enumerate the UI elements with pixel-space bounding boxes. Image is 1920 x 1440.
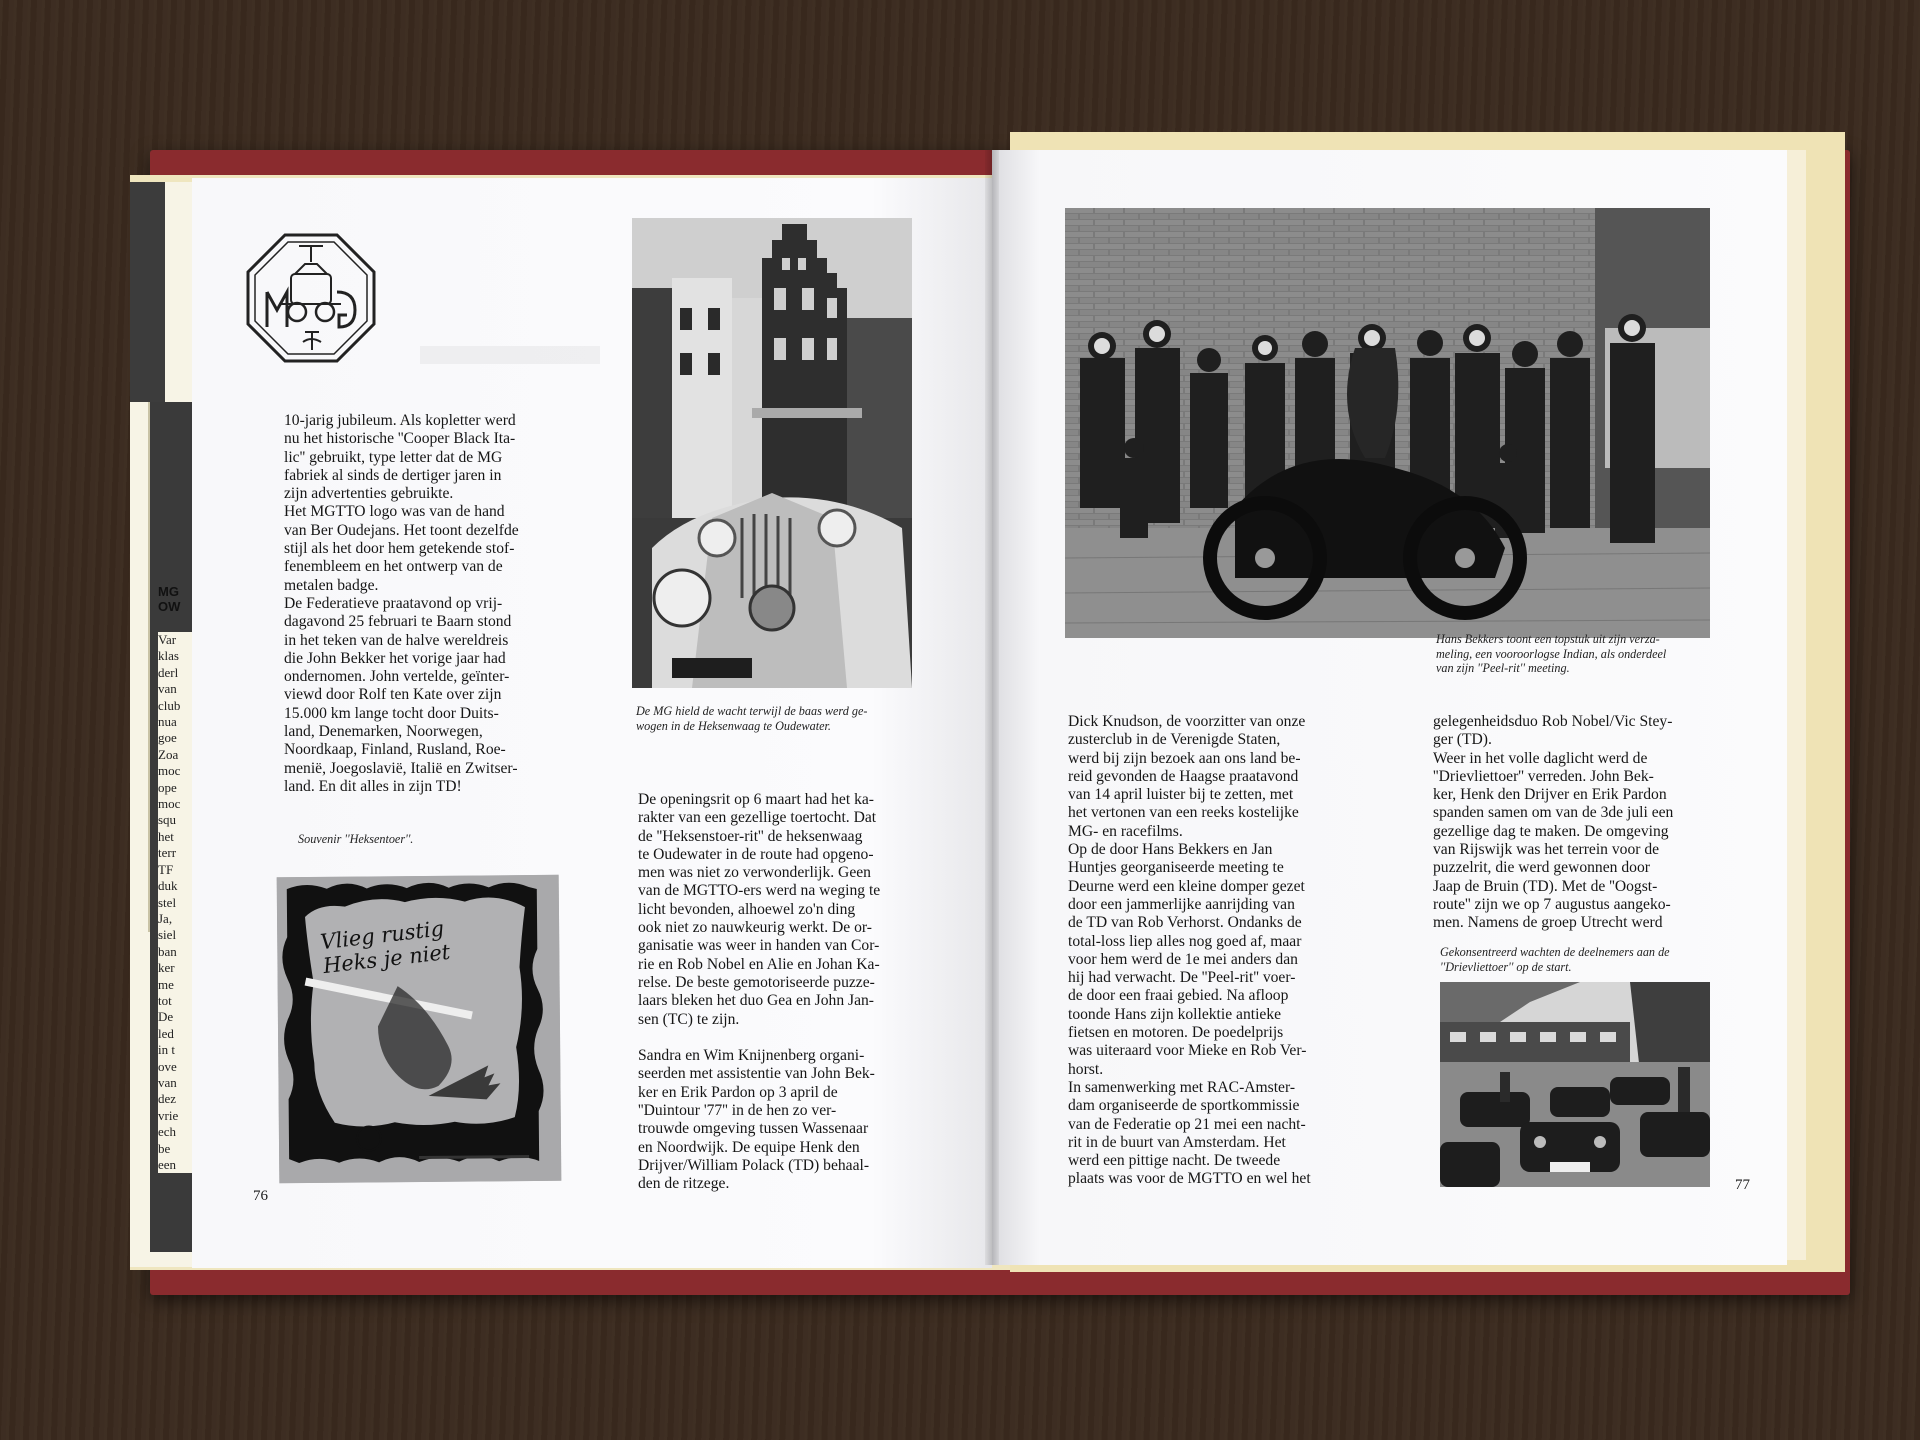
group-motorcycle-drawing <box>1065 208 1710 638</box>
show-through-heading <box>420 346 600 364</box>
building-car-drawing <box>632 218 912 688</box>
book-gutter <box>985 150 999 1265</box>
left-page-column-2: De openingsrit op 6 maart had het ka- rakter van een gezellige toertocht. Dat de ''Heksenstoer-rit'' de heksenwaag te Oudewater in de route had opgeno- men was niet zo verwonderlijk. Geen van de MGTTO-ers werd na weging te licht bevonden, alhoewel zo'n ding ook niet zo nauwkeurig werkt. De or- ganisatie was weer in handen van Cor- rie en Rob Nobel en Alie en Johan Ka- relse. De beste gemotoriseerde puzze- laars bleken het duo Gea en John Jan- sen (TC) te zijn. Sandra en Wim Knijnenberg organi- seerden met assistentie van John Bek- ker en Erik Pardon op 3 april de ''Duintour '77'' in de hen zo ver- trouwde omgeving tussen Wassenaar en Noordwijk. De equipe Henk den Drijver/William Polack (TD) behaal- den de ritzege. <box>638 791 881 1193</box>
underlying-photo-fragment <box>130 182 165 402</box>
underlying-heading: MG OW <box>158 584 181 614</box>
right-page-column-1: Dick Knudson, de voorzitter van onze zusterclub in de Verenigde Staten, werd bij zijn bezoek aan ons land be- reid gevonden de Haagse praatavond van 14 april luister bij te zetten, met het vertonen van een reeks kostelijke MG- en racefilms. Op de door Hans Bekkers en Jan Huntjes georganiseerde meeting te Deurne werd een kleine domper gezet door een jammerlijke aanrijding van de TD van Rob Verhorst. Ondanks de total-loss liep alles nog goed af, maar voor hem werd de 1e mei anders dan hij had verwacht. De ''Peel-rit'' voer- de door een fraai gebied. Na afloop toonde Hans zijn kollektie antieke fietsen en motoren. De poedelprijs was uiteraard voor Mieke en Rob Ver- horst. In samenwerking met RAC-Amster- dam organiseerde de sportkommissie van de Federatie op 21 mei een nacht- rit in de buurt van Amsterdam. Het werd een pittige nacht. De tweede plaats was voor de MGTTO en wel het <box>1068 713 1311 1188</box>
souvenir-card-image <box>277 875 562 1183</box>
souvenir-card-text: Vlieg rustig Heks je niet <box>319 916 452 979</box>
mgtto-logo <box>245 232 377 364</box>
cars-start-drawing <box>1440 982 1710 1187</box>
building-car-photo <box>632 218 912 688</box>
cars-start-photo <box>1440 982 1710 1187</box>
underlying-text-fragments: Var klas derl van club nua goe Zoa moc ope moc squ het terr TF duk stel Ja, siel ban ker me tot De led in t ove van dez vrie ech be een <box>158 632 192 1173</box>
souvenir-caption: Souvenir ''Heksentoer''. <box>298 832 414 846</box>
cars-photo-caption: Gekonsentreerd wachten de deelnemers aan de ''Drievliettoer'' op de start. <box>1440 945 1670 974</box>
group-photo-caption: Hans Bekkers toont een topstuk uit zijn verza- meling, een vooroorlogse Indian, als onderdeel van zijn ''Peel-rit'' meeting. <box>1436 632 1667 675</box>
right-page-number: 77 <box>1735 1177 1750 1193</box>
group-motorcycle-photo <box>1065 208 1710 638</box>
building-photo-caption: De MG hield de wacht terwijl de baas werd ge- wogen in de Heksenwaag te Oudewater. <box>636 704 868 733</box>
left-page-column-1: 10-jarig jubileum. Als kopletter werd nu het historische ''Cooper Black Ita- lic'' gebruikt, type letter dat de MG fabriek al sinds de dertiger jaren in zijn advertenties gebruikte. Het MGTTO logo was van de hand van Ber Oudejans. Het toont dezelfde stijl als het door hem getekende stof- fenembleem en het ontwerp van de metalen badge. De Federatieve praatavond op vrij- dagavond 25 februari te Baarn stond in het teken van de halve wereldreis die John Bekker het vorige jaar had ondernomen. John vertelde, geïnter- viewd door Rolf ten Kate over zijn 15.000 km lange tocht door Duits- land, Denemarken, Noorwegen, Noordkaap, Finland, Rusland, Roe- menië, Joegoslavië, Italië en Zwitser- land. En dit alles in zijn TD! <box>284 412 519 795</box>
right-page-column-2: gelegenheidsduo Rob Nobel/Vic Stey- ger (TD). Weer in het volle daglicht werd de ''Drievliettoer'' verreden. John Bek- ker, Henk den Drijver en Erik Pardon spanden samen om van de 3de juli een gezellige dag te maken. De omgeving van Rijswijk was het terrein voor de puzzelrit, die werd gewonnen door Jaap de Bruin (TD). Met de ''Oogst- route'' zijn we op 7 augustus aangeko- men. Namens de groep Utrecht werd <box>1433 713 1674 932</box>
underlying-page-strip <box>130 182 192 1267</box>
left-page-number: 76 <box>253 1188 268 1204</box>
